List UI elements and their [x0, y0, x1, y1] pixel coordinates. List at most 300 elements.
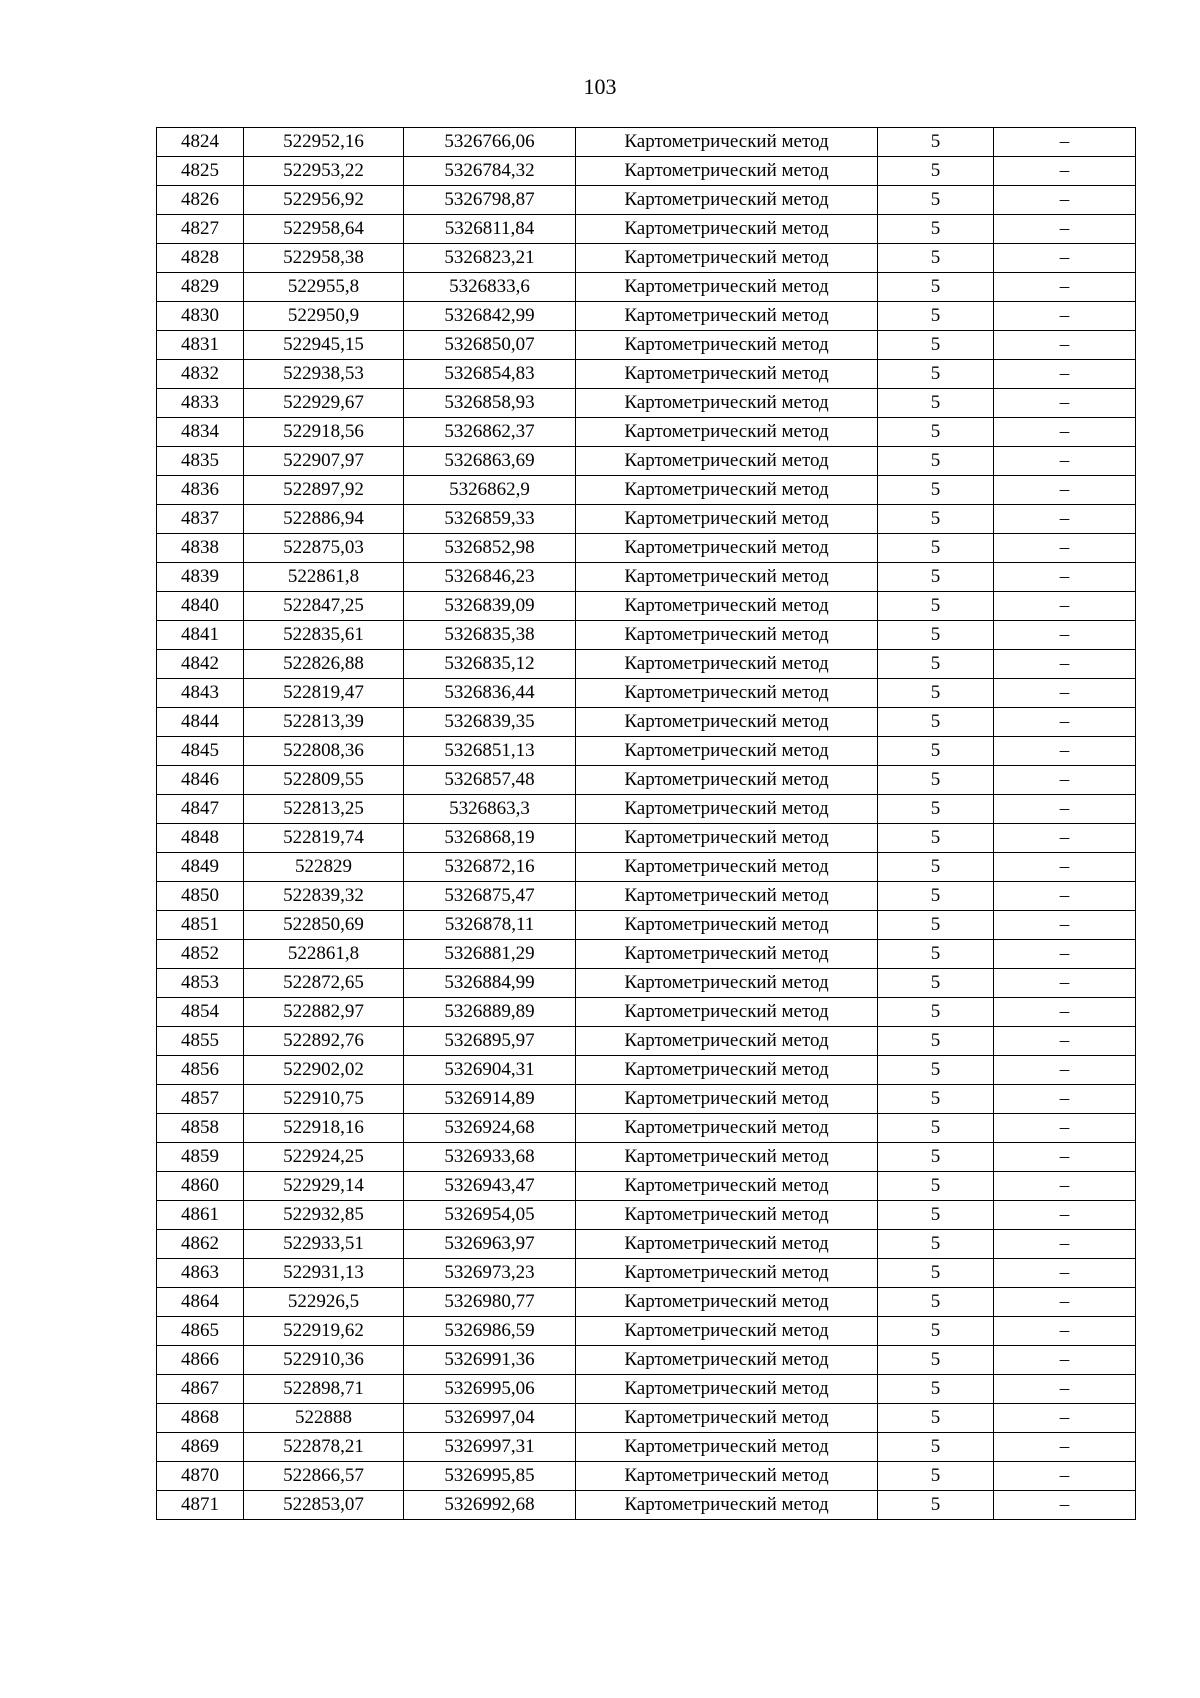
- method-cell: Картометрический метод: [576, 331, 878, 360]
- x-coordinate-cell: 522897,92: [244, 476, 404, 505]
- method-cell: Картометрический метод: [576, 534, 878, 563]
- y-coordinate-cell: 5326835,12: [404, 650, 576, 679]
- note-cell: –: [994, 1317, 1136, 1346]
- method-cell: Картометрический метод: [576, 998, 878, 1027]
- method-cell: Картометрический метод: [576, 1375, 878, 1404]
- accuracy-cell: 5: [878, 157, 994, 186]
- point-number-cell: 4851: [157, 911, 244, 940]
- accuracy-cell: 5: [878, 998, 994, 1027]
- accuracy-cell: 5: [878, 505, 994, 534]
- y-coordinate-cell: 5326854,83: [404, 360, 576, 389]
- y-coordinate-cell: 5326839,09: [404, 592, 576, 621]
- table-row: [157, 1375, 1136, 1404]
- table-row: [157, 1230, 1136, 1259]
- x-coordinate-cell: 522932,85: [244, 1201, 404, 1230]
- point-number-cell: 4840: [157, 592, 244, 621]
- x-coordinate-cell: 522839,32: [244, 882, 404, 911]
- table-row: [157, 128, 1136, 157]
- point-number-cell: 4866: [157, 1346, 244, 1375]
- y-coordinate-cell: 5326833,6: [404, 273, 576, 302]
- note-cell: –: [994, 1491, 1136, 1520]
- note-cell: –: [994, 1230, 1136, 1259]
- x-coordinate-cell: 522924,25: [244, 1143, 404, 1172]
- table-row: [157, 1114, 1136, 1143]
- point-number-cell: 4867: [157, 1375, 244, 1404]
- method-cell: Картометрический метод: [576, 737, 878, 766]
- note-cell: –: [994, 998, 1136, 1027]
- note-cell: –: [994, 1201, 1136, 1230]
- y-coordinate-cell: 5326852,98: [404, 534, 576, 563]
- table-row: [157, 331, 1136, 360]
- note-cell: –: [994, 505, 1136, 534]
- note-cell: –: [994, 1404, 1136, 1433]
- table-row: [157, 940, 1136, 969]
- x-coordinate-cell: 522847,25: [244, 592, 404, 621]
- table-row: [157, 766, 1136, 795]
- note-cell: –: [994, 969, 1136, 998]
- x-coordinate-cell: 522886,94: [244, 505, 404, 534]
- table-row: [157, 476, 1136, 505]
- y-coordinate-cell: 5326811,84: [404, 215, 576, 244]
- y-coordinate-cell: 5326798,87: [404, 186, 576, 215]
- x-coordinate-cell: 522892,76: [244, 1027, 404, 1056]
- point-number-cell: 4870: [157, 1462, 244, 1491]
- method-cell: Картометрический метод: [576, 128, 878, 157]
- accuracy-cell: 5: [878, 273, 994, 302]
- point-number-cell: 4827: [157, 215, 244, 244]
- note-cell: –: [994, 1027, 1136, 1056]
- accuracy-cell: 5: [878, 1288, 994, 1317]
- method-cell: Картометрический метод: [576, 911, 878, 940]
- method-cell: Картометрический метод: [576, 679, 878, 708]
- y-coordinate-cell: 5326858,93: [404, 389, 576, 418]
- note-cell: –: [994, 186, 1136, 215]
- table-row: [157, 1027, 1136, 1056]
- method-cell: Картометрический метод: [576, 244, 878, 273]
- accuracy-cell: 5: [878, 302, 994, 331]
- x-coordinate-cell: 522875,03: [244, 534, 404, 563]
- x-coordinate-cell: 522955,8: [244, 273, 404, 302]
- accuracy-cell: 5: [878, 186, 994, 215]
- y-coordinate-cell: 5326933,68: [404, 1143, 576, 1172]
- accuracy-cell: 5: [878, 1056, 994, 1085]
- point-number-cell: 4868: [157, 1404, 244, 1433]
- y-coordinate-cell: 5326954,05: [404, 1201, 576, 1230]
- point-number-cell: 4832: [157, 360, 244, 389]
- accuracy-cell: 5: [878, 853, 994, 882]
- method-cell: Картометрический метод: [576, 447, 878, 476]
- note-cell: –: [994, 882, 1136, 911]
- note-cell: –: [994, 534, 1136, 563]
- y-coordinate-cell: 5326997,31: [404, 1433, 576, 1462]
- accuracy-cell: 5: [878, 1462, 994, 1491]
- table-row: [157, 157, 1136, 186]
- accuracy-cell: 5: [878, 1201, 994, 1230]
- table-row: [157, 621, 1136, 650]
- x-coordinate-cell: 522819,47: [244, 679, 404, 708]
- point-number-cell: 4862: [157, 1230, 244, 1259]
- point-number-cell: 4849: [157, 853, 244, 882]
- y-coordinate-cell: 5326914,89: [404, 1085, 576, 1114]
- table-row: [157, 215, 1136, 244]
- note-cell: –: [994, 244, 1136, 273]
- y-coordinate-cell: 5326863,3: [404, 795, 576, 824]
- x-coordinate-cell: 522910,75: [244, 1085, 404, 1114]
- note-cell: –: [994, 389, 1136, 418]
- point-number-cell: 4865: [157, 1317, 244, 1346]
- note-cell: –: [994, 1346, 1136, 1375]
- y-coordinate-cell: 5326943,47: [404, 1172, 576, 1201]
- y-coordinate-cell: 5326857,48: [404, 766, 576, 795]
- table-row: [157, 882, 1136, 911]
- accuracy-cell: 5: [878, 418, 994, 447]
- accuracy-cell: 5: [878, 389, 994, 418]
- point-number-cell: 4841: [157, 621, 244, 650]
- point-number-cell: 4854: [157, 998, 244, 1027]
- note-cell: –: [994, 1143, 1136, 1172]
- point-number-cell: 4845: [157, 737, 244, 766]
- x-coordinate-cell: 522861,8: [244, 563, 404, 592]
- table-row: [157, 911, 1136, 940]
- method-cell: Картометрический метод: [576, 853, 878, 882]
- table-row: [157, 273, 1136, 302]
- method-cell: Картометрический метод: [576, 766, 878, 795]
- x-coordinate-cell: 522907,97: [244, 447, 404, 476]
- method-cell: Картометрический метод: [576, 476, 878, 505]
- note-cell: –: [994, 679, 1136, 708]
- y-coordinate-cell: 5326924,68: [404, 1114, 576, 1143]
- accuracy-cell: 5: [878, 969, 994, 998]
- table-row: [157, 1259, 1136, 1288]
- method-cell: Картометрический метод: [576, 1404, 878, 1433]
- method-cell: Картометрический метод: [576, 592, 878, 621]
- method-cell: Картометрический метод: [576, 1056, 878, 1085]
- accuracy-cell: 5: [878, 708, 994, 737]
- method-cell: Картометрический метод: [576, 418, 878, 447]
- accuracy-cell: 5: [878, 1346, 994, 1375]
- accuracy-cell: 5: [878, 1085, 994, 1114]
- y-coordinate-cell: 5326851,13: [404, 737, 576, 766]
- point-number-cell: 4834: [157, 418, 244, 447]
- point-number-cell: 4846: [157, 766, 244, 795]
- y-coordinate-cell: 5326995,85: [404, 1462, 576, 1491]
- x-coordinate-cell: 522853,07: [244, 1491, 404, 1520]
- method-cell: Картометрический метод: [576, 1114, 878, 1143]
- accuracy-cell: 5: [878, 679, 994, 708]
- table-row: [157, 360, 1136, 389]
- note-cell: –: [994, 1172, 1136, 1201]
- accuracy-cell: 5: [878, 563, 994, 592]
- accuracy-cell: 5: [878, 1317, 994, 1346]
- note-cell: –: [994, 476, 1136, 505]
- x-coordinate-cell: 522882,97: [244, 998, 404, 1027]
- table-row: [157, 1056, 1136, 1085]
- coordinates-table: [156, 127, 1136, 1520]
- note-cell: –: [994, 1056, 1136, 1085]
- table-row: [157, 737, 1136, 766]
- method-cell: Картометрический метод: [576, 215, 878, 244]
- x-coordinate-cell: 522898,71: [244, 1375, 404, 1404]
- accuracy-cell: 5: [878, 1114, 994, 1143]
- table-row: [157, 186, 1136, 215]
- x-coordinate-cell: 522819,74: [244, 824, 404, 853]
- point-number-cell: 4843: [157, 679, 244, 708]
- page-number: 103: [583, 74, 617, 99]
- point-number-cell: 4839: [157, 563, 244, 592]
- method-cell: Картометрический метод: [576, 650, 878, 679]
- x-coordinate-cell: 522902,02: [244, 1056, 404, 1085]
- method-cell: Картометрический метод: [576, 1462, 878, 1491]
- accuracy-cell: 5: [878, 360, 994, 389]
- method-cell: Картометрический метод: [576, 389, 878, 418]
- x-coordinate-cell: 522861,8: [244, 940, 404, 969]
- y-coordinate-cell: 5326973,23: [404, 1259, 576, 1288]
- accuracy-cell: 5: [878, 737, 994, 766]
- method-cell: Картометрический метод: [576, 1288, 878, 1317]
- accuracy-cell: 5: [878, 1404, 994, 1433]
- point-number-cell: 4859: [157, 1143, 244, 1172]
- x-coordinate-cell: 522933,51: [244, 1230, 404, 1259]
- x-coordinate-cell: 522866,57: [244, 1462, 404, 1491]
- y-coordinate-cell: 5326889,89: [404, 998, 576, 1027]
- accuracy-cell: 5: [878, 650, 994, 679]
- y-coordinate-cell: 5326859,33: [404, 505, 576, 534]
- accuracy-cell: 5: [878, 1259, 994, 1288]
- method-cell: Картометрический метод: [576, 302, 878, 331]
- note-cell: –: [994, 940, 1136, 969]
- table-row: [157, 824, 1136, 853]
- table-row: [157, 447, 1136, 476]
- x-coordinate-cell: 522878,21: [244, 1433, 404, 1462]
- method-cell: Картометрический метод: [576, 795, 878, 824]
- method-cell: Картометрический метод: [576, 940, 878, 969]
- method-cell: Картометрический метод: [576, 1433, 878, 1462]
- table-row: [157, 563, 1136, 592]
- note-cell: –: [994, 215, 1136, 244]
- method-cell: Картометрический метод: [576, 157, 878, 186]
- point-number-cell: 4835: [157, 447, 244, 476]
- accuracy-cell: 5: [878, 1143, 994, 1172]
- point-number-cell: 4864: [157, 1288, 244, 1317]
- table-row: [157, 505, 1136, 534]
- note-cell: –: [994, 360, 1136, 389]
- x-coordinate-cell: 522808,36: [244, 737, 404, 766]
- method-cell: Картометрический метод: [576, 969, 878, 998]
- table-row: [157, 1491, 1136, 1520]
- note-cell: –: [994, 273, 1136, 302]
- method-cell: Картометрический метод: [576, 1346, 878, 1375]
- x-coordinate-cell: 522931,13: [244, 1259, 404, 1288]
- x-coordinate-cell: 522958,38: [244, 244, 404, 273]
- y-coordinate-cell: 5326784,32: [404, 157, 576, 186]
- table-row: [157, 1346, 1136, 1375]
- point-number-cell: 4861: [157, 1201, 244, 1230]
- point-number-cell: 4852: [157, 940, 244, 969]
- y-coordinate-cell: 5326878,11: [404, 911, 576, 940]
- point-number-cell: 4869: [157, 1433, 244, 1462]
- y-coordinate-cell: 5326963,97: [404, 1230, 576, 1259]
- y-coordinate-cell: 5326862,37: [404, 418, 576, 447]
- note-cell: –: [994, 795, 1136, 824]
- note-cell: –: [994, 853, 1136, 882]
- y-coordinate-cell: 5326823,21: [404, 244, 576, 273]
- x-coordinate-cell: 522918,56: [244, 418, 404, 447]
- point-number-cell: 4838: [157, 534, 244, 563]
- y-coordinate-cell: 5326872,16: [404, 853, 576, 882]
- x-coordinate-cell: 522945,15: [244, 331, 404, 360]
- table-row: [157, 1288, 1136, 1317]
- x-coordinate-cell: 522910,36: [244, 1346, 404, 1375]
- y-coordinate-cell: 5326997,04: [404, 1404, 576, 1433]
- method-cell: Картометрический метод: [576, 882, 878, 911]
- point-number-cell: 4857: [157, 1085, 244, 1114]
- point-number-cell: 4836: [157, 476, 244, 505]
- note-cell: –: [994, 650, 1136, 679]
- y-coordinate-cell: 5326862,9: [404, 476, 576, 505]
- point-number-cell: 4833: [157, 389, 244, 418]
- y-coordinate-cell: 5326839,35: [404, 708, 576, 737]
- table-row: [157, 998, 1136, 1027]
- x-coordinate-cell: 522926,5: [244, 1288, 404, 1317]
- y-coordinate-cell: 5326986,59: [404, 1317, 576, 1346]
- x-coordinate-cell: 522953,22: [244, 157, 404, 186]
- x-coordinate-cell: 522929,67: [244, 389, 404, 418]
- table-row: [157, 1143, 1136, 1172]
- point-number-cell: 4855: [157, 1027, 244, 1056]
- accuracy-cell: 5: [878, 911, 994, 940]
- x-coordinate-cell: 522813,39: [244, 708, 404, 737]
- table-row: [157, 708, 1136, 737]
- y-coordinate-cell: 5326895,97: [404, 1027, 576, 1056]
- table-row: [157, 1462, 1136, 1491]
- accuracy-cell: 5: [878, 534, 994, 563]
- x-coordinate-cell: 522950,9: [244, 302, 404, 331]
- accuracy-cell: 5: [878, 882, 994, 911]
- table-row: [157, 1317, 1136, 1346]
- point-number-cell: 4863: [157, 1259, 244, 1288]
- point-number-cell: 4824: [157, 128, 244, 157]
- y-coordinate-cell: 5326835,38: [404, 621, 576, 650]
- x-coordinate-cell: 522829: [244, 853, 404, 882]
- x-coordinate-cell: 522835,61: [244, 621, 404, 650]
- note-cell: –: [994, 592, 1136, 621]
- y-coordinate-cell: 5326846,23: [404, 563, 576, 592]
- accuracy-cell: 5: [878, 476, 994, 505]
- note-cell: –: [994, 1259, 1136, 1288]
- y-coordinate-cell: 5326980,77: [404, 1288, 576, 1317]
- table-row: [157, 1201, 1136, 1230]
- note-cell: –: [994, 737, 1136, 766]
- table-row: [157, 1172, 1136, 1201]
- accuracy-cell: 5: [878, 1375, 994, 1404]
- accuracy-cell: 5: [878, 1027, 994, 1056]
- point-number-cell: 4858: [157, 1114, 244, 1143]
- accuracy-cell: 5: [878, 1230, 994, 1259]
- point-number-cell: 4848: [157, 824, 244, 853]
- method-cell: Картометрический метод: [576, 1491, 878, 1520]
- accuracy-cell: 5: [878, 621, 994, 650]
- accuracy-cell: 5: [878, 331, 994, 360]
- table-row: [157, 853, 1136, 882]
- point-number-cell: 4847: [157, 795, 244, 824]
- accuracy-cell: 5: [878, 128, 994, 157]
- x-coordinate-cell: 522958,64: [244, 215, 404, 244]
- y-coordinate-cell: 5326992,68: [404, 1491, 576, 1520]
- accuracy-cell: 5: [878, 824, 994, 853]
- point-number-cell: 4828: [157, 244, 244, 273]
- accuracy-cell: 5: [878, 766, 994, 795]
- x-coordinate-cell: 522888: [244, 1404, 404, 1433]
- point-number-cell: 4830: [157, 302, 244, 331]
- y-coordinate-cell: 5326904,31: [404, 1056, 576, 1085]
- method-cell: Картометрический метод: [576, 505, 878, 534]
- y-coordinate-cell: 5326842,99: [404, 302, 576, 331]
- note-cell: –: [994, 621, 1136, 650]
- y-coordinate-cell: 5326836,44: [404, 679, 576, 708]
- table-row: [157, 389, 1136, 418]
- x-coordinate-cell: 522952,16: [244, 128, 404, 157]
- point-number-cell: 4826: [157, 186, 244, 215]
- table-row: [157, 592, 1136, 621]
- point-number-cell: 4853: [157, 969, 244, 998]
- point-number-cell: 4831: [157, 331, 244, 360]
- table-row: [157, 679, 1136, 708]
- table-body: [157, 128, 1136, 1520]
- note-cell: –: [994, 1085, 1136, 1114]
- point-number-cell: 4871: [157, 1491, 244, 1520]
- x-coordinate-cell: 522872,65: [244, 969, 404, 998]
- table-row: [157, 1404, 1136, 1433]
- accuracy-cell: 5: [878, 447, 994, 476]
- x-coordinate-cell: 522918,16: [244, 1114, 404, 1143]
- y-coordinate-cell: 5326850,07: [404, 331, 576, 360]
- note-cell: –: [994, 1114, 1136, 1143]
- y-coordinate-cell: 5326868,19: [404, 824, 576, 853]
- table-row: [157, 795, 1136, 824]
- method-cell: Картометрический метод: [576, 186, 878, 215]
- note-cell: –: [994, 418, 1136, 447]
- method-cell: Картометрический метод: [576, 1230, 878, 1259]
- method-cell: Картометрический метод: [576, 1027, 878, 1056]
- x-coordinate-cell: 522826,88: [244, 650, 404, 679]
- note-cell: –: [994, 157, 1136, 186]
- point-number-cell: 4837: [157, 505, 244, 534]
- y-coordinate-cell: 5326884,99: [404, 969, 576, 998]
- method-cell: Картометрический метод: [576, 1259, 878, 1288]
- note-cell: –: [994, 1288, 1136, 1317]
- method-cell: Картометрический метод: [576, 824, 878, 853]
- note-cell: –: [994, 766, 1136, 795]
- point-number-cell: 4829: [157, 273, 244, 302]
- y-coordinate-cell: 5326881,29: [404, 940, 576, 969]
- method-cell: Картометрический метод: [576, 1317, 878, 1346]
- accuracy-cell: 5: [878, 215, 994, 244]
- table-row: [157, 1085, 1136, 1114]
- point-number-cell: 4850: [157, 882, 244, 911]
- note-cell: –: [994, 1462, 1136, 1491]
- point-number-cell: 4842: [157, 650, 244, 679]
- accuracy-cell: 5: [878, 940, 994, 969]
- point-number-cell: 4825: [157, 157, 244, 186]
- note-cell: –: [994, 302, 1136, 331]
- table-row: [157, 302, 1136, 331]
- accuracy-cell: 5: [878, 795, 994, 824]
- accuracy-cell: 5: [878, 244, 994, 273]
- table-row: [157, 244, 1136, 273]
- method-cell: Картометрический метод: [576, 1085, 878, 1114]
- note-cell: –: [994, 911, 1136, 940]
- method-cell: Картометрический метод: [576, 273, 878, 302]
